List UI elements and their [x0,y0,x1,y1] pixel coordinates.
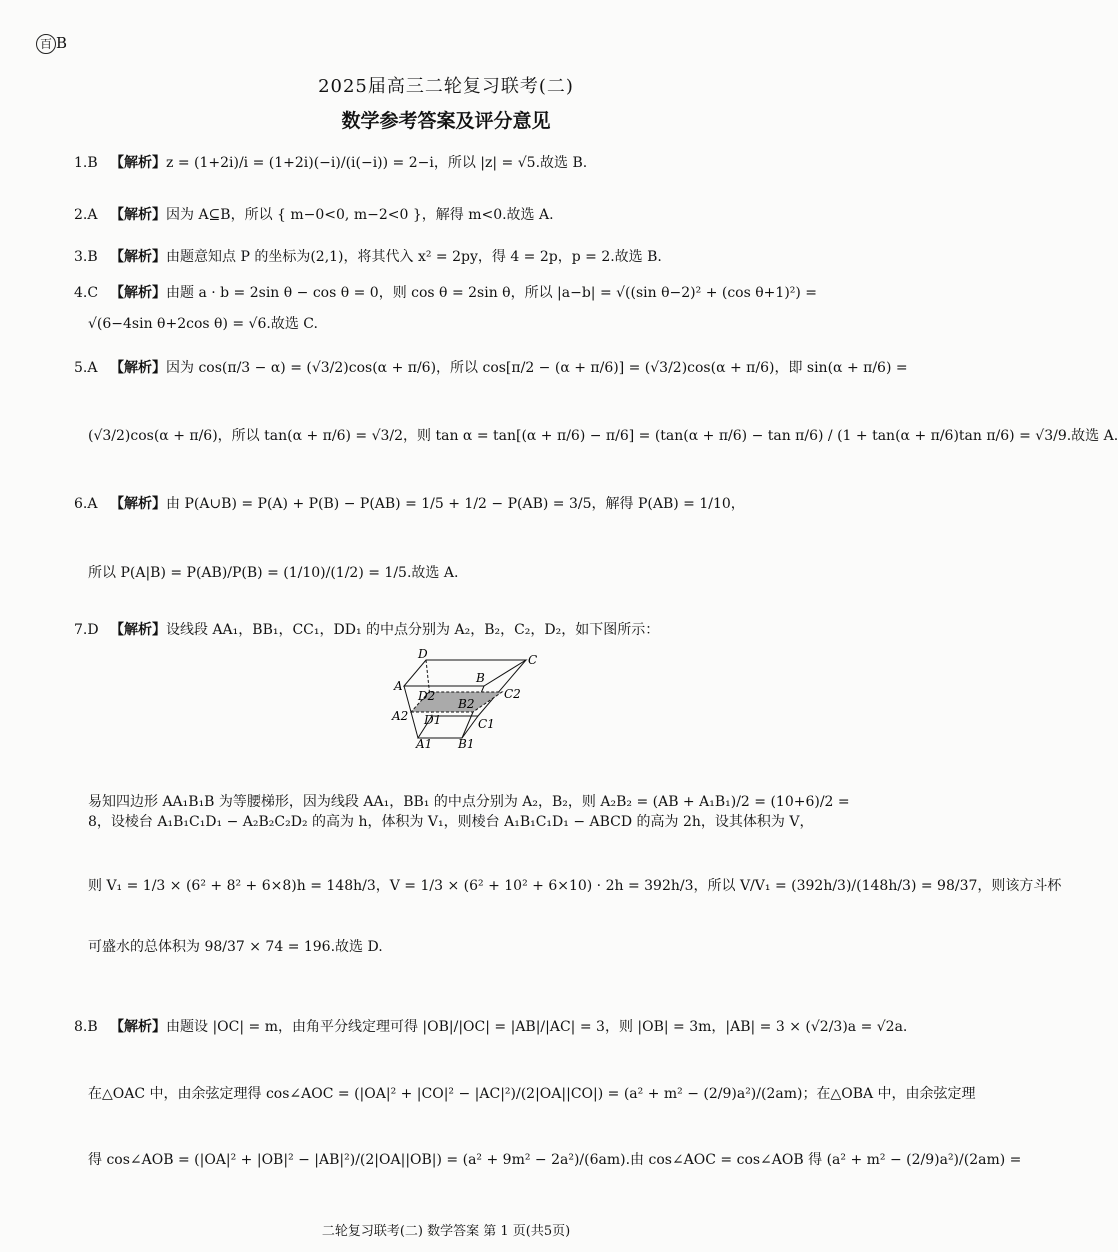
item-number: 5.A [74,360,98,376]
label-C1: C1 [478,717,495,731]
label-A: A [394,679,403,693]
item-6-line-2: 所以 P(A|B) = P(AB)/P(B) = (1/10)/(1/2) = 1/5.故选 A. [88,565,459,581]
analysis-tag: 【解析】 [110,360,166,376]
item-number: 1.B [74,155,98,171]
item-number: 2.A [74,207,98,223]
item-4-line-1 [74,283,817,303]
label-A2: A2 [392,709,409,723]
label-C2: C2 [504,687,521,701]
item-8-line-1 [74,1017,907,1037]
label-B1: B1 [458,737,475,751]
item-text: 由 P(A∪B) = P(A) + P(B) − P(AB) = 1/5 + 1/2 − P(AB) = 3/5，解得 P(AB) = 1/10， [166,496,745,512]
item-text: 因为 A⊆B，所以 { m−0<0, m−2<0 }，解得 m<0.故选 A. [166,207,554,223]
item-text: 因为 cos(π/3 − α) = (√3/2)cos(α + π/6)，所以 cos[π/2 − (α + π/6)] = (√3/2)cos(α + π/6)，即 sin(α + π/6) = [166,360,908,376]
circled-char: 百 [36,34,56,54]
corner-letter: B [56,34,68,52]
item-text: z = (1+2i)/i = (1+2i)(−i)/(i(−i)) = 2−i，所以 |z| = √5.故选 B. [166,155,588,171]
item-number: 3.B [74,249,98,265]
label-A1: A1 [416,737,433,751]
item-7-line-4: 则 V₁ = 1/3 × (6² + 8² + 6×8)h = 148h/3，V = 1/3 × (6² + 10² + 6×10) · 2h = 392h/3，所以 V/V₁ = (392h/3)/(148h/3) = 98/37，则该方斗杯 [88,878,1062,894]
analysis-tag: 【解析】 [110,1019,166,1035]
item-2-line-1 [74,205,554,225]
analysis-tag: 【解析】 [110,155,166,171]
analysis-tag: 【解析】 [110,207,166,223]
label-B: B [476,671,485,685]
item-text: 由题 a · b = 2sin θ − cos θ = 0，则 cos θ = 2sin θ，所以 |a−b| = √((sin θ−2)² + (cos θ+1)²) = [166,285,818,301]
item-4-line-2: √(6−4sin θ+2cos θ) = √6.故选 C. [88,316,318,332]
item-7-line-2: 易知四边形 AA₁B₁B 为等腰梯形，因为线段 AA₁，BB₁ 的中点分别为 A₂，B₂，则 A₂B₂ = (AB + A₁B₁)/2 = (10+6)/2 = [88,794,850,810]
label-C: C [528,653,538,667]
page-footer: 二轮复习联考(二) 数学答案 第 1 页(共5页) [321,1224,571,1239]
item-3-line-1 [74,247,662,267]
item-6-line-1 [74,494,745,514]
label-D1: D1 [424,713,442,727]
corner-mark [36,34,67,54]
item-7-line-5: 可盛水的总体积为 98/37 × 74 = 196.故选 D. [88,939,383,955]
analysis-tag: 【解析】 [110,249,166,265]
item-number: 7.D [74,622,99,638]
item-text: 由题设 |OC| = m，由角平分线定理可得 |OB|/|OC| = |AB|/|AC| = 3，则 |OB| = 3m，|AB| = 3 × (√2/3)a = √2a. [166,1019,908,1035]
label-D: D [418,647,428,661]
item-7-line-1 [74,620,659,640]
item-number: 6.A [74,496,98,512]
label-D2: D2 [418,689,436,703]
item-1-line-1 [74,153,587,173]
label-B2: B2 [458,697,475,711]
item-text: 由题意知点 P 的坐标为(2,1)，将其代入 x² = 2py，得 4 = 2p，p = 2.故选 B. [166,249,662,265]
item-5-line-1 [74,358,908,378]
frustum-figure [366,648,546,752]
item-number: 8.B [74,1019,98,1035]
analysis-tag: 【解析】 [110,285,166,301]
analysis-tag: 【解析】 [110,496,166,512]
item-7-line-3: 8，设棱台 A₁B₁C₁D₁ − A₂B₂C₂D₂ 的高为 h，体积为 V₁，则棱台 A₁B₁C₁D₁ − ABCD 的高为 2h，设其体积为 V， [88,814,814,830]
page-title: 2025届高三二轮复习联考(二) [318,76,574,97]
analysis-tag: 【解析】 [110,622,166,638]
item-text: 设线段 AA₁，BB₁，CC₁，DD₁ 的中点分别为 A₂，B₂，C₂，D₂，如下图所示： [166,622,660,638]
item-5-line-2: (√3/2)cos(α + π/6)，所以 tan(α + π/6) = √3/2，则 tan α = tan[(α + π/6) − π/6] = (tan(α + π/6) − tan π/6) / (1 + tan(α + π/6)tan π/6) = √3/9.故选 A. [88,428,1118,444]
item-8-line-3: 得 cos∠AOB = (|OA|² + |OB|² − |AB|²)/(2|OA||OB|) = (a² + 9m² − 2a²)/(6am).由 cos∠AOC = cos∠AOB 得 (a² + m² − (2/9)a²)/(2am) = [88,1152,1022,1168]
page-subtitle: 数学参考答案及评分意见 [341,110,551,132]
item-number: 4.C [74,285,99,301]
item-8-line-2: 在△OAC 中，由余弦定理得 cos∠AOC = (|OA|² + |CO|² − |AC|²)/(2|OA||CO|) = (a² + m² − (2/9)a²)/(2am)；在△OBA 中，由余弦定理 [88,1086,976,1102]
